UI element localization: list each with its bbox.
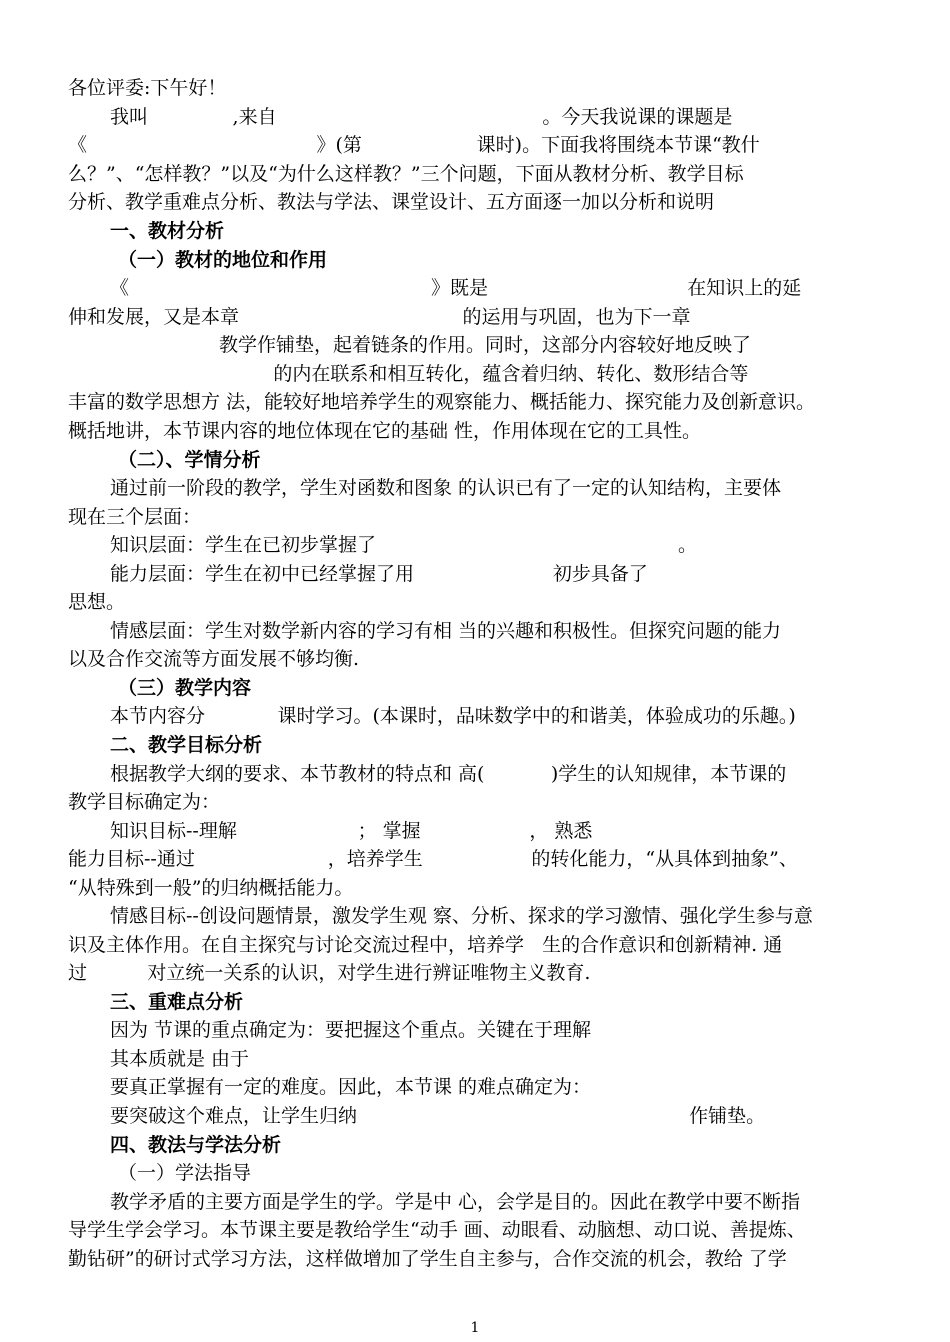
body-line: 以及合作交流等方面发展不够均衡.	[68, 648, 360, 670]
subsection-heading: （一）学法指导	[118, 1162, 252, 1184]
subsection-heading: （二）、学情分析	[118, 449, 261, 471]
section-heading: 一、教材分析	[110, 220, 225, 242]
body-line: 识及主体作用。在自主探究与讨论交流过程中，培养学 生的合作意识和创新精神. 通	[68, 934, 783, 956]
body-line: 知识层面：学生在已初步掌握了 。	[110, 534, 697, 556]
body-line: 教学作铺垫，起着链条的作用。同时，这部分内容较好地反映了	[68, 334, 751, 356]
body-line: 伸和发展，又是本章 的运用与巩固，也为下一章	[68, 306, 691, 328]
body-line: 能力层面：学生在初中已经掌握了用 初步具备了	[110, 563, 648, 585]
intro-line: 分析、教学重难点分析、教法与学法、课堂设计、五方面逐一加以分析和说明	[68, 191, 715, 213]
body-line: 根据教学大纲的要求、本节教材的特点和 高( )学生的认知规律，本节课的	[110, 763, 787, 785]
section-heading: 二、教学目标分析	[110, 734, 263, 756]
body-line: 勤钻研”的研讨式学习方法，这样做增加了学生自主参与，合作交流的机会，教给 了学	[68, 1248, 787, 1270]
section-heading: 三、重难点分析	[110, 991, 244, 1013]
body-line: 《 》既是 在知识上的延	[110, 277, 802, 299]
subsection-heading: （三）教学内容	[118, 677, 252, 699]
body-line: 教学目标确定为：	[68, 791, 221, 813]
body-line: 知识目标--理解 ； 掌握 ， 熟悉	[110, 820, 593, 842]
section-heading: 四、教法与学法分析	[110, 1134, 282, 1156]
body-line: 过 对立统一关系的认识，对学生进行辨证唯物主义教育.	[68, 962, 591, 984]
body-line: 要真正掌握有一定的难度。因此，本节课 的难点确定为：	[110, 1076, 592, 1098]
body-line: 概括地讲，本节课内容的地位体现在它的基础 性，作用体现在它的工具性。	[68, 420, 702, 442]
body-line: 教学矛盾的主要方面是学生的学。学是中 心，会学是目的。因此在教学中要不断指	[110, 1191, 801, 1213]
intro-line: 我叫 ,来自 。今天我说课的课题是	[110, 106, 733, 128]
body-line: “从特殊到一般”的归纳概括能力。	[68, 877, 354, 899]
intro-line: 么？”、“怎样教？”以及“为什么这样教？”三个问题，下面从教材分析、教学目标	[68, 163, 744, 185]
body-line: 导学生学会学习。本节课主要是教给学生“动手 画、动眼看、动脑想、动口说、善提炼、	[68, 1219, 806, 1241]
body-line: 情感层面：学生对数学新内容的学习有相 当的兴趣和积极性。但探究问题的能力	[110, 620, 782, 642]
greeting-line: 各位评委:下午好！	[68, 77, 227, 99]
body-line: 通过前一阶段的教学，学生对函数和图象 的认识已有了一定的认知结构，主要体	[110, 477, 782, 499]
intro-line: 《 》(第 课时)。下面我将围绕本节课“教什	[68, 134, 760, 156]
body-line: 情感目标--创设问题情景，激发学生观 察、分析、探求的学习激情、强化学生参与意	[110, 905, 813, 927]
page-number: 1	[470, 1320, 480, 1336]
body-line: 的内在联系和相互转化，蕴含着归纳、转化、数形结合等	[68, 363, 749, 385]
body-line: 现在三个层面：	[68, 506, 202, 528]
body-line: 本节内容分 课时学习。(本课时，品味数学中的和谐美，体验成功的乐趣。)	[110, 705, 796, 727]
body-line: 丰富的数学思想方 法，能较好地培养学生的观察能力、概括能力、探究能力及创新意识。	[68, 391, 816, 413]
subsection-heading: （一）教材的地位和作用	[118, 249, 328, 271]
body-line: 能力目标--通过 ，培养学生 的转化能力，“从具体到抽象”、	[68, 848, 798, 870]
body-line: 其本质就是 由于	[110, 1048, 250, 1070]
body-line: 要突破这个难点，让学生归纳 作铺垫。	[110, 1105, 766, 1127]
body-line: 因为 节课的重点确定为：要把握这个重点。关键在于理解	[110, 1019, 592, 1041]
body-line: 思想。	[68, 591, 126, 613]
